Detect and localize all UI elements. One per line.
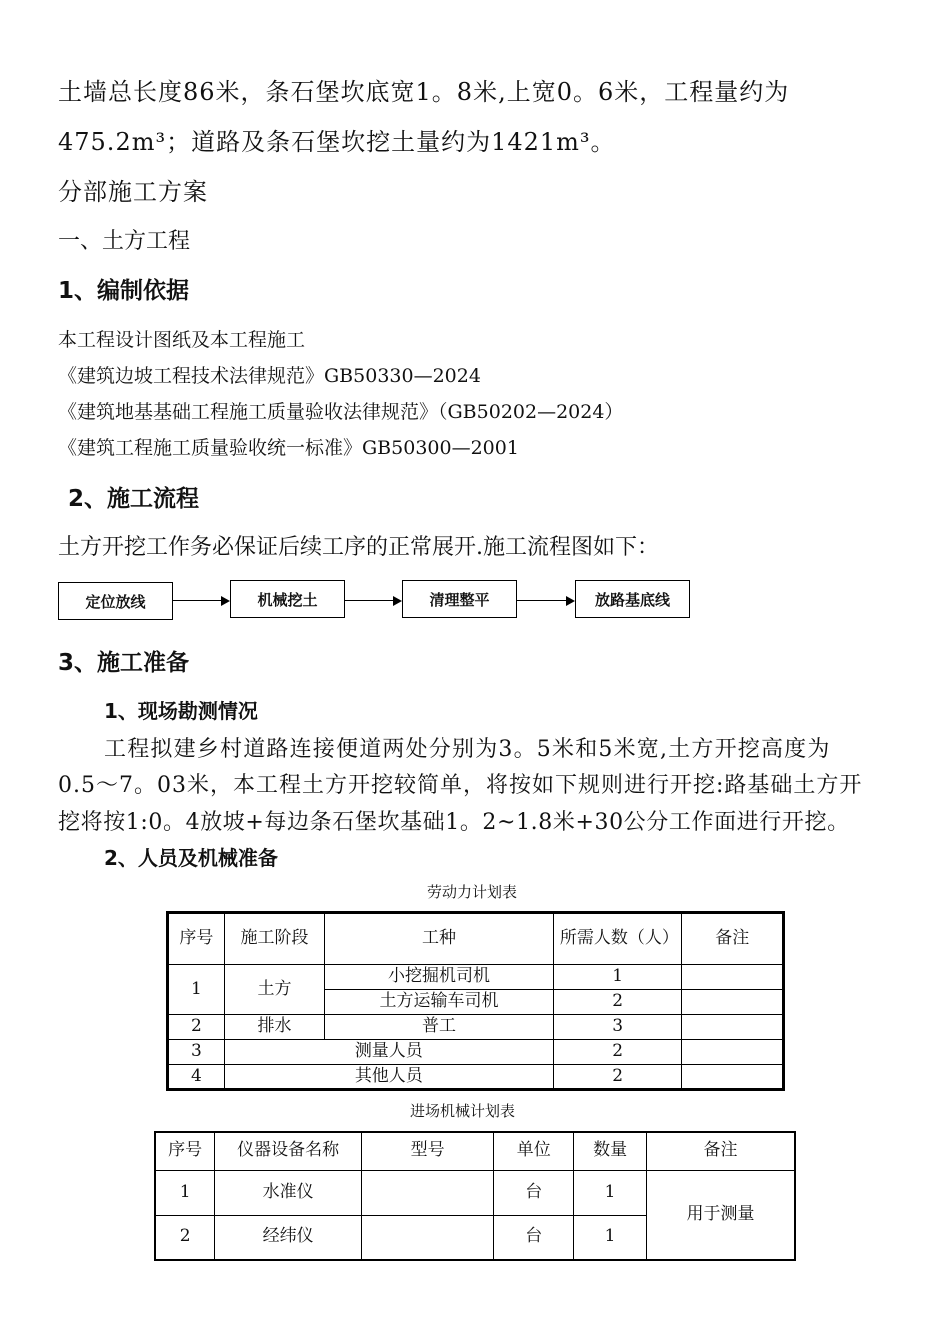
table-cell: 2 bbox=[553, 1040, 682, 1065]
header-cell: 仪器设备名称 bbox=[215, 1132, 362, 1170]
basis-item: 《建筑边坡工程技术法律规范》GB50330—2024 bbox=[58, 365, 481, 387]
survey-heading: 1、现场勘测情况 bbox=[104, 699, 258, 723]
header-cell: 单位 bbox=[494, 1132, 574, 1170]
header-cell: 工种 bbox=[325, 913, 554, 965]
flow-step-box: 清理整平 bbox=[402, 580, 517, 618]
table-header-row bbox=[155, 1132, 795, 1170]
plan-title: 分部施工方案 bbox=[58, 178, 208, 206]
table-cell bbox=[682, 1015, 784, 1040]
table-cell: 2 bbox=[168, 1015, 225, 1040]
machine-table-caption: 进场机械计划表 bbox=[410, 1102, 516, 1120]
table-cell: 小挖掘机司机 bbox=[325, 965, 554, 990]
prep-heading: 3、施工准备 bbox=[58, 650, 190, 676]
header-cell: 数量 bbox=[574, 1132, 647, 1170]
flow-step-box: 放路基底线 bbox=[575, 580, 690, 618]
table-cell: 3 bbox=[168, 1040, 225, 1065]
header-cell: 序号 bbox=[155, 1132, 215, 1170]
table-row bbox=[168, 1015, 784, 1040]
table-cell: 3 bbox=[553, 1015, 682, 1040]
part1-title: 一、土方工程 bbox=[58, 229, 191, 254]
table-cell: 排水 bbox=[224, 1015, 324, 1040]
flow-arrow bbox=[172, 600, 222, 601]
table-cell bbox=[361, 1170, 494, 1215]
intro-line-2: 475.2m³；道路及条石堡坎挖土量约为1421m³。 bbox=[58, 128, 616, 156]
table-cell bbox=[682, 965, 784, 990]
header-cell: 备注 bbox=[682, 913, 784, 965]
arrow-head-icon bbox=[566, 596, 575, 606]
flow-arrow bbox=[516, 600, 567, 601]
table-cell: 2 bbox=[553, 990, 682, 1015]
survey-line: 工程拟建乡村道路连接便道两处分别为3。5米和5米宽,土方开挖高度为 bbox=[104, 737, 831, 762]
flow-step-box: 定位放线 bbox=[58, 582, 173, 620]
table-cell bbox=[682, 1065, 784, 1090]
flow-text: 土方开挖工作务必保证后续工序的正常展开.施工流程图如下： bbox=[58, 535, 659, 560]
table-cell: 用于测量 bbox=[646, 1170, 795, 1260]
survey-line: 挖将按1:0。4放坡+每边条石堡坎基础1。2~1.8米+30公分工作面进行开挖。 bbox=[58, 810, 850, 835]
survey-line: 0.5～7。03米，本工程土方开挖较简单，将按如下规则进行开挖:路基础土方开 bbox=[58, 773, 863, 798]
table-cell: 其他人员 bbox=[224, 1065, 553, 1090]
table-cell: 2 bbox=[553, 1065, 682, 1090]
table-cell: 1 bbox=[574, 1170, 647, 1215]
arrow-head-icon bbox=[393, 596, 402, 606]
basis-item: 《建筑地基基础工程施工质量验收法律规范》（GB50202—2024） bbox=[58, 401, 624, 423]
table-row bbox=[168, 965, 784, 990]
table-cell bbox=[682, 1040, 784, 1065]
table-header-row bbox=[168, 913, 784, 965]
table-cell: 1 bbox=[168, 965, 225, 1015]
table-cell bbox=[682, 990, 784, 1015]
header-cell: 施工阶段 bbox=[224, 913, 324, 965]
basis-item: 《建筑工程施工质量验收统一标准》GB50300—2001 bbox=[58, 437, 519, 459]
table-cell: 台 bbox=[494, 1215, 574, 1260]
table-row bbox=[168, 1065, 784, 1090]
header-cell: 序号 bbox=[168, 913, 225, 965]
staff-heading: 2、人员及机械准备 bbox=[104, 846, 278, 870]
table-cell: 水准仪 bbox=[215, 1170, 362, 1215]
header-cell: 备注 bbox=[646, 1132, 795, 1170]
flow-heading: 2、施工流程 bbox=[68, 486, 200, 512]
basis-heading: 1、编制依据 bbox=[58, 278, 190, 304]
table-cell: 测量人员 bbox=[224, 1040, 553, 1065]
table-cell: 土方运输车司机 bbox=[325, 990, 554, 1015]
labor-table bbox=[166, 911, 785, 1091]
table-cell bbox=[361, 1215, 494, 1260]
table-cell: 1 bbox=[155, 1170, 215, 1215]
arrow-head-icon bbox=[221, 596, 230, 606]
table-cell: 台 bbox=[494, 1170, 574, 1215]
table-row bbox=[155, 1170, 795, 1215]
table-cell: 土方 bbox=[224, 965, 324, 1015]
flow-step-box: 机械挖土 bbox=[230, 580, 345, 618]
intro-line-1: 土墙总长度86米，条石堡坎底宽1。8米,上宽0。6米，工程量约为 bbox=[58, 78, 790, 106]
basis-item: 本工程设计图纸及本工程施工 bbox=[58, 329, 306, 351]
table-cell: 经纬仪 bbox=[215, 1215, 362, 1260]
header-cell: 所需人数（人） bbox=[553, 913, 682, 965]
table-cell: 普工 bbox=[325, 1015, 554, 1040]
header-cell: 型号 bbox=[361, 1132, 494, 1170]
table-row bbox=[168, 1040, 784, 1065]
table-cell: 1 bbox=[553, 965, 682, 990]
machine-table bbox=[154, 1131, 796, 1261]
table-cell: 4 bbox=[168, 1065, 225, 1090]
flow-arrow bbox=[344, 600, 394, 601]
table-cell: 1 bbox=[574, 1215, 647, 1260]
table-cell: 2 bbox=[155, 1215, 215, 1260]
labor-table-caption: 劳动力计划表 bbox=[427, 883, 518, 901]
